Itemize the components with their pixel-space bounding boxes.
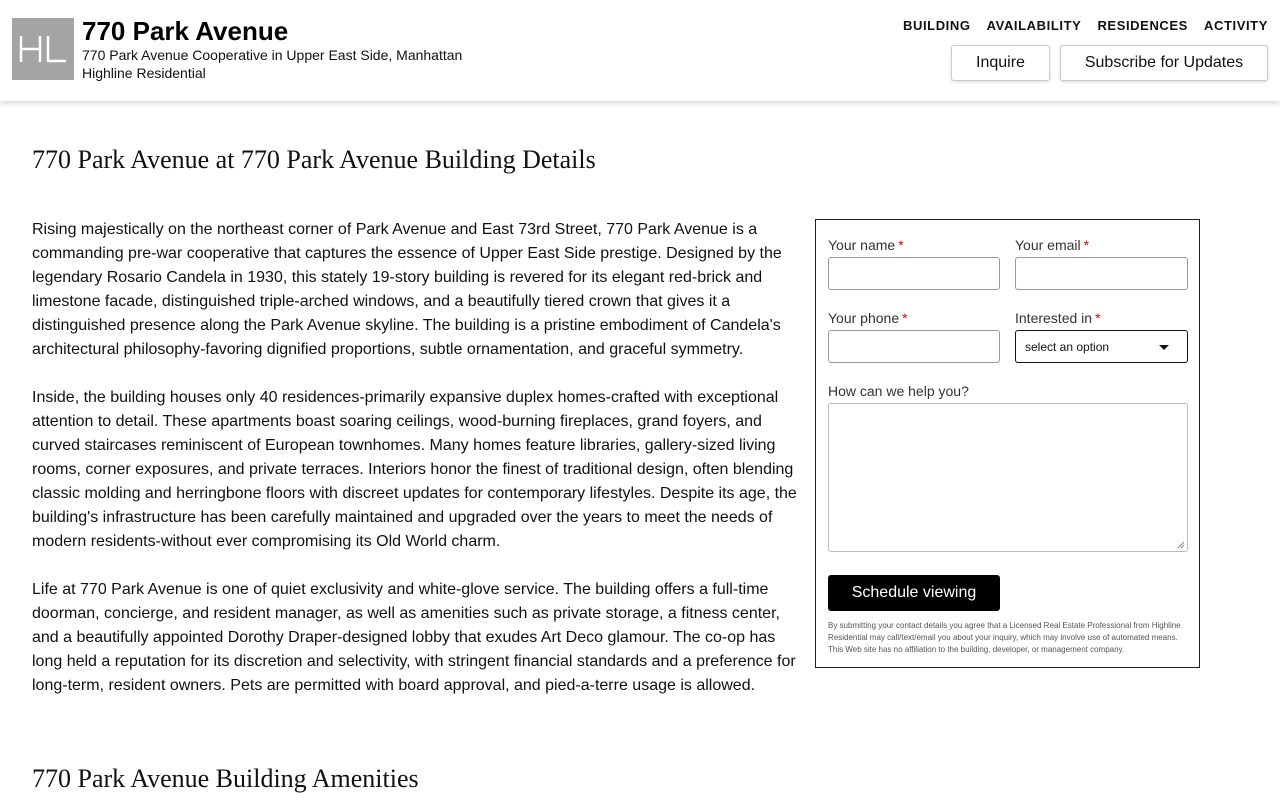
nav-building[interactable]: BUILDING [902,18,971,33]
building-subtitle: 770 Park Avenue Cooperative in Upper East Side, Manhattan [82,47,463,63]
interest-label-text: Interested in [1015,310,1093,326]
phone-label-text: Your phone [828,310,900,326]
required-mark: * [902,310,908,326]
name-label-text: Your name [828,237,896,253]
brand-name: Highline Residential [82,65,206,81]
building-title: 770 Park Avenue [82,16,289,46]
building-details-heading: 770 Park Avenue at 770 Park Avenue Building Details [32,145,596,174]
inquire-button[interactable]: Inquire [951,45,1050,81]
building-description [32,218,802,722]
schedule-viewing-button[interactable]: Schedule viewing [828,575,1000,611]
name-label [828,236,904,254]
description-paragraph: Life at 770 Park Avenue is one of quiet exclusivity and white-glove service. The building offers a full-time doorman, concierge, and resident manager, as well as amenities such as private storage, a fitness center, and a beautifully appointed Dorothy Draper-designed lobby that exudes Art Deco glamour. The co-op has long held a reputation for its discretion and selectivity, with stringent financial standards and a preference for long-term, resident owners. Pets are permitted with board approval, and pied-a-terre usage is allowed. [32,581,796,694]
interest-select-value: select an option [1025,339,1110,354]
chevron-down-icon [1159,345,1169,350]
nav-activity[interactable]: ACTIVITY [1203,18,1268,33]
message-textarea[interactable] [828,403,1188,552]
resize-handle-icon[interactable] [1177,541,1185,549]
interest-label [1015,309,1101,327]
required-mark: * [1083,237,1090,253]
nav-availability[interactable]: AVAILABILITY [986,18,1082,33]
description-paragraph: Inside, the building houses only 40 residences-primarily expansive duplex homes-crafted with exceptional attention to detail. These apartments boast soaring ceilings, wood-burning fireplaces, grand foyers, and curved staircases reminiscent of European townhomes. Many homes feature libraries, gallery-sized living rooms, corner exposures, and private terraces. Interiors honor the finest of traditional design, often blending classic molding and herringbone floors with discreet updates for contemporary lifestyles. Despite its age, the building's infrastructure has been carefully maintained and upgraded over the years to meet the needs of modern residents-without ever compromising its Old World charm. [32,389,797,550]
form-disclaimer: By submitting your contact details you agree that a Licensed Real Estate Professional from Highline Residential may call/text/email you about your inquiry, which may involve use of automated means. This Web site has no affiliation to the building, developer, or management company. [828,621,1181,654]
main-nav [903,18,1268,34]
site-header [0,0,1280,101]
email-label [1015,236,1089,254]
email-label-text: Your email [1015,237,1081,253]
building-amenities-heading: 770 Park Avenue Building Amenities [32,764,419,793]
required-mark: * [1095,310,1101,326]
inquiry-form [815,219,1200,668]
phone-label [828,309,908,327]
required-mark: * [898,237,904,253]
interest-select[interactable] [1015,330,1188,363]
phone-input[interactable] [828,330,1000,363]
subscribe-button[interactable]: Subscribe for Updates [1060,45,1268,81]
message-label: How can we help you? [828,383,969,399]
highline-logo[interactable] [12,18,74,80]
hl-logo-mark [18,34,68,64]
name-input[interactable] [828,257,1000,290]
description-paragraph: Rising majestically on the northeast corner of Park Avenue and East 73rd Street, 770 Park Avenue is a commanding pre-war cooperative that captures the essence of Upper East Side prestige. Designed by the legendary Rosario Candela in 1930, this stately 19-story building is revered for its elegant red-brick and limestone facade, distinguished triple-arched windows, and a beautifully tiered crown that gives it a distinguished presence along the Park Avenue skyline. The building is a pristine embodiment of Candela's architectural philosophy-favoring dignified proportions, subtle ornamentation, and graceful symmetry. [32,221,782,358]
email-input[interactable] [1015,257,1188,290]
nav-residences[interactable]: RESIDENCES [1097,18,1188,33]
